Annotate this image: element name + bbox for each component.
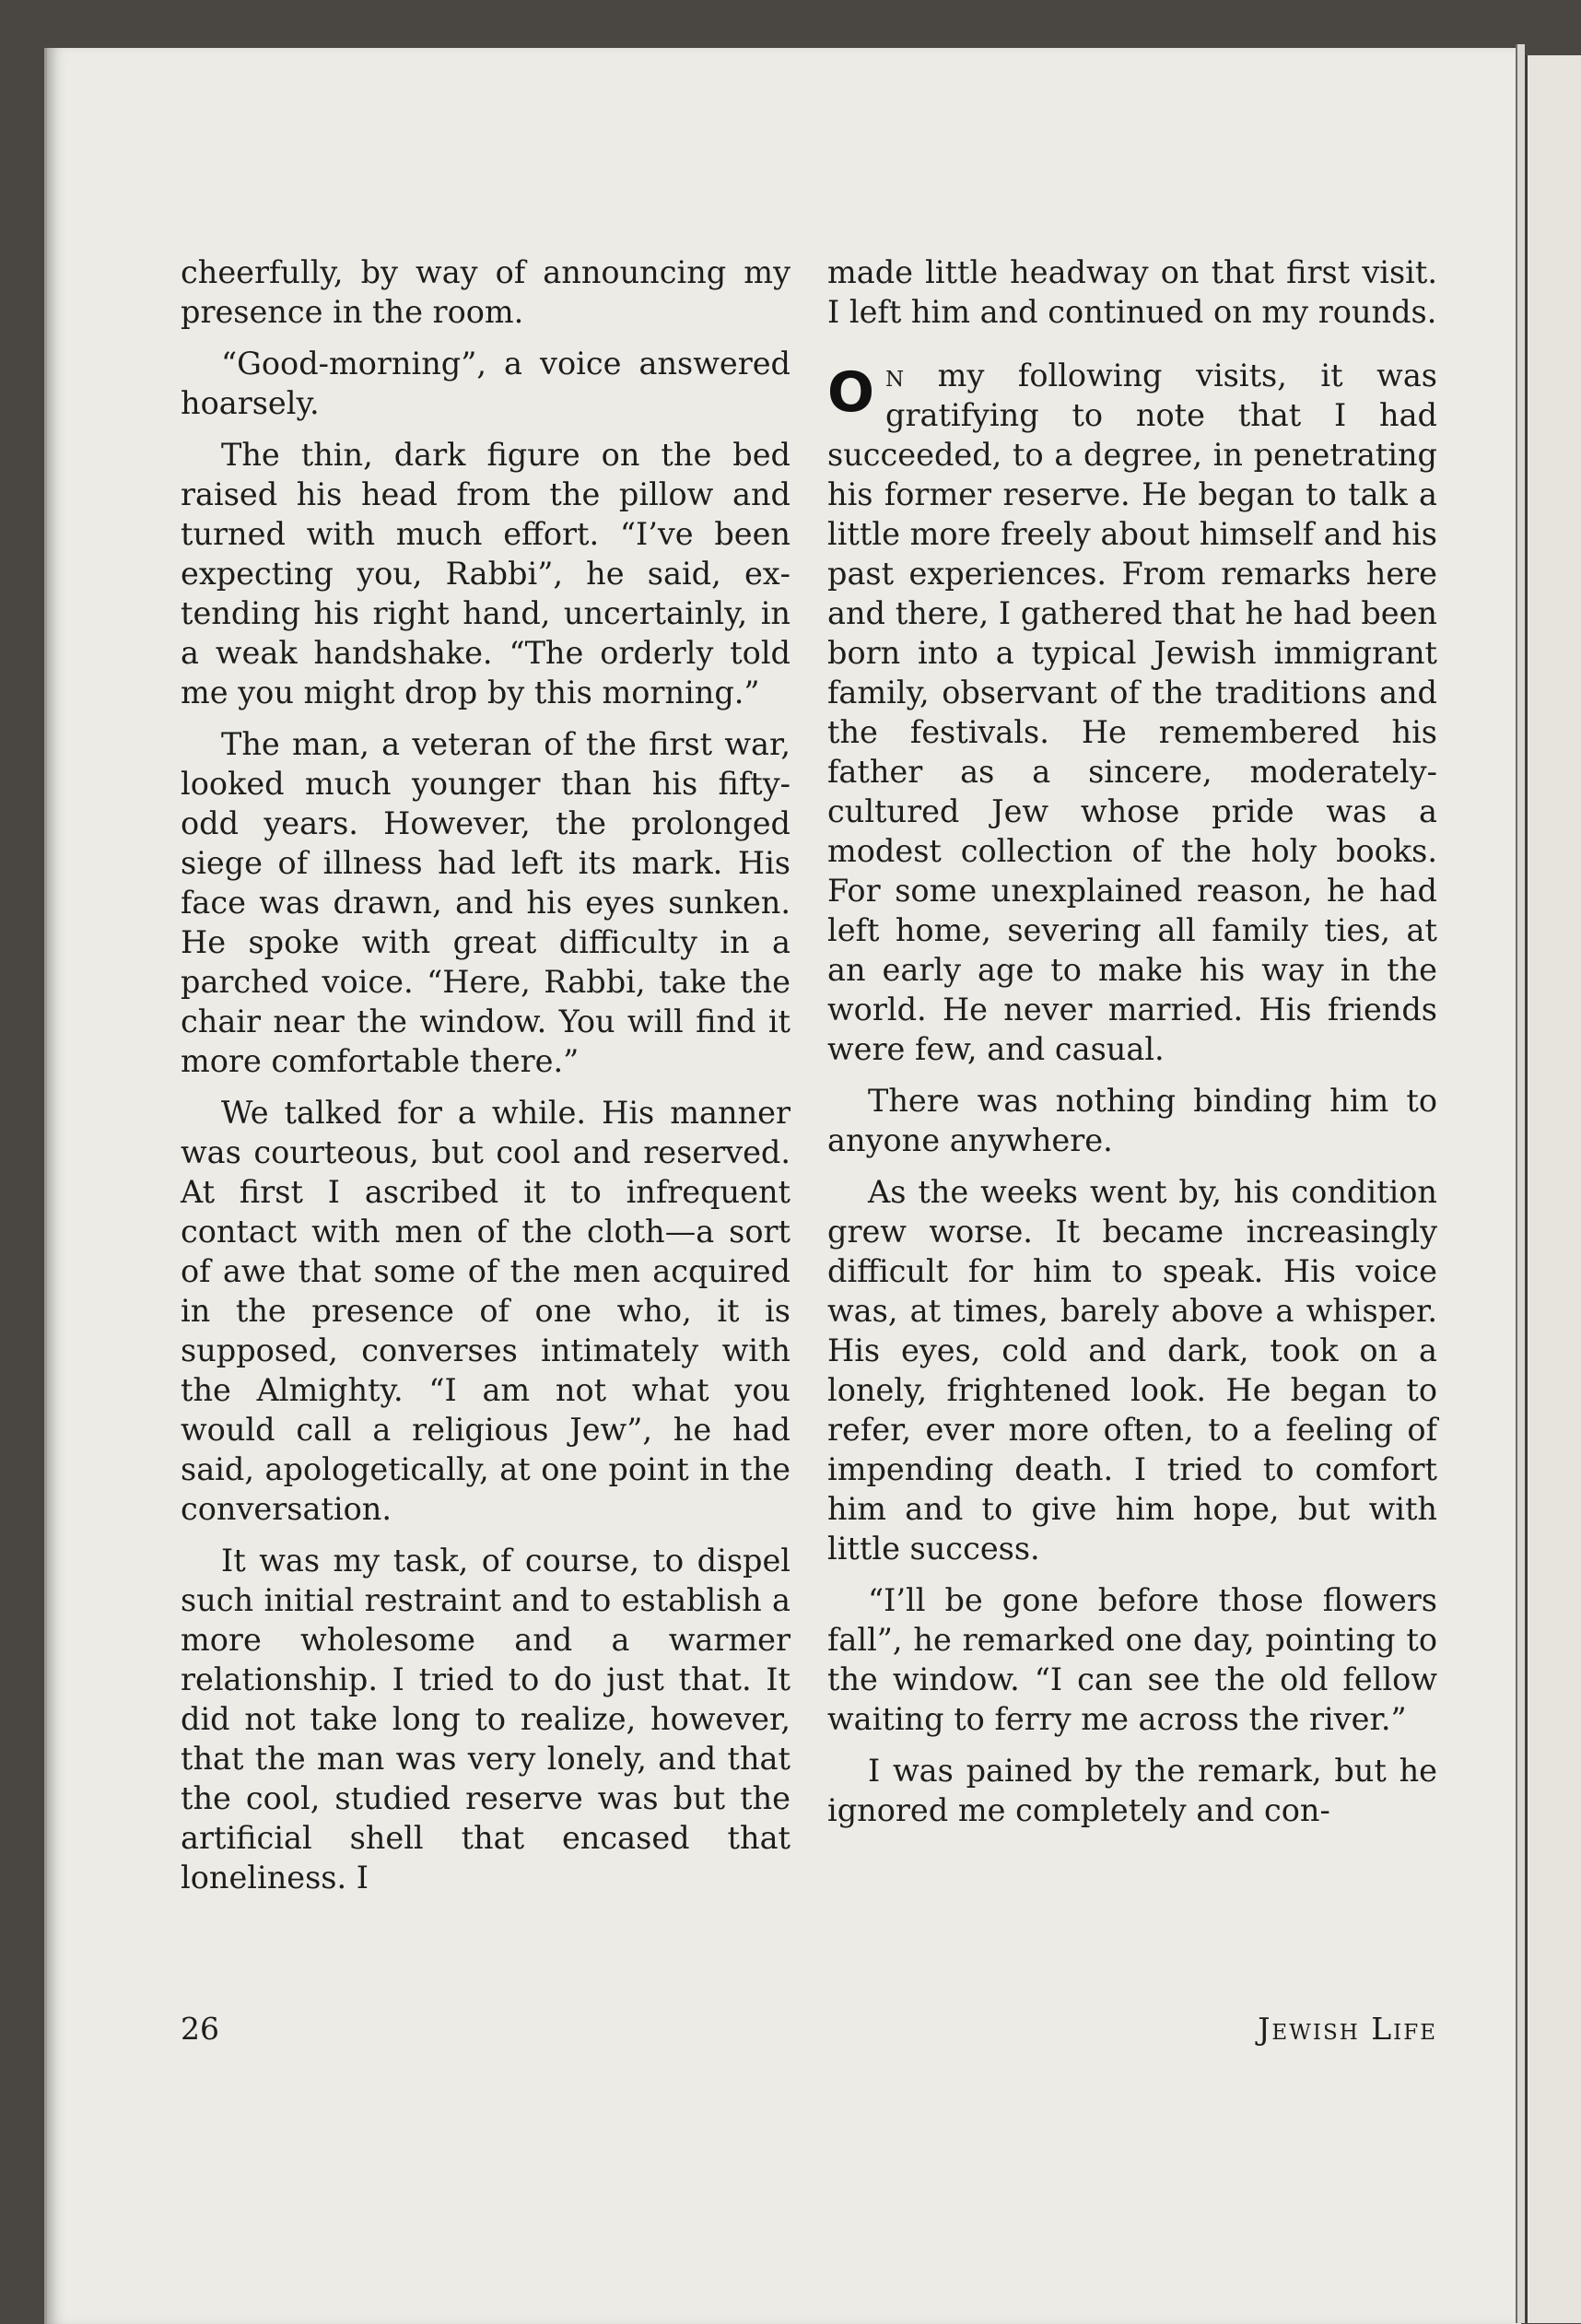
- paragraph: cheerfully, by way of announcing my presence in the room.: [181, 254, 790, 330]
- paragraph: There was nothing binding him to anyone anywhere.: [827, 1083, 1437, 1158]
- paragraph: We talked for a while. His manner was courteous, but cool and reserved. At first I ascribed it to infrequent contact with men of the cloth—a sort of awe that some of the men acquired in the presence of one who, it is supposed, converses intimately with the Almighty. “I am not what you would call a religious Jew”, he had said, apologetically, at one point in the conversation.: [181, 1095, 790, 1527]
- running-title: Jewish Life: [1258, 2011, 1437, 2047]
- paragraph: As the weeks went by, his condition grew worse. It became increasingly difficult for him to speak. His voice was, at times, barely above a whisper. His eyes, cold and dark, took on a lonely, frightened look. He began to refer, ever more often, to a feeling of impending death. I tried to comfort him and to give him hope, but with little success.: [827, 1174, 1437, 1567]
- right-column: [827, 252, 1437, 1842]
- paragraph: “I’ll be gone before those flowers fall”, he remarked one day, pointing to the window. “I can see the old fellow waiting to ferry me across the river.”: [827, 1582, 1437, 1737]
- adjacent-page-edge: [1526, 55, 1581, 2323]
- left-column: [181, 252, 790, 1909]
- drop-cap-continuation: n: [885, 358, 905, 393]
- page-edge: [1516, 44, 1525, 2323]
- paragraph: It was my task, of course, to dispel such initial restraint and to establish a more wholesome and a warmer relationship. I tried to do just that. It did not take long to realize, however, that the man was very lonely, and that the cool, studied reserve was but the artificial shell that encased that loneliness. I: [181, 1543, 790, 1896]
- paragraph: made little headway on that first visit. I left him and continued on my rounds.: [827, 254, 1437, 330]
- paragraph: The thin, dark figure on the bed raised his head from the pillow and turned with much effort. “I’ve been expecting you, Rabbi”, he said, extending his right hand, uncertainly, in a weak handshake. “The orderly told me you might drop by this morning.”: [181, 437, 790, 710]
- drop-cap-paragraph-text: my following visits, it was gratifying to note that I had succeeded, to a degree, in penetrating his former reserve. He began to talk a little more freely about himself and his past experiences. From remarks here and there, I gathered that he had been born into a typical Jewish immigrant family, observant of the traditions and the festivals. He remembered his father as a sincere, moderately-cultured Jew whose pride was a modest collection of the holy books. For some unexplained reason, he had left home, severing all family ties, at an early age to make his way in the world. He never married. His friends were few, and casual.: [827, 358, 1437, 1067]
- drop-cap-paragraph: [827, 356, 1437, 1069]
- page-number: 26: [181, 2011, 219, 2047]
- paragraph: I was pained by the remark, but he ignored me completely and con-: [827, 1753, 1437, 1828]
- paragraph: “Good-morning”, a voice answered hoarsely.: [181, 346, 790, 421]
- drop-cap: O: [827, 360, 875, 425]
- paragraph: The man, a veteran of the first war, looked much younger than his fifty-odd years. However, the prolonged siege of illness had left its mark. His face was drawn, and his eyes sunken. He spoke with great difficulty in a parched voice. “Here, Rabbi, take the chair near the window. You will find it more comfortable there.”: [181, 726, 790, 1079]
